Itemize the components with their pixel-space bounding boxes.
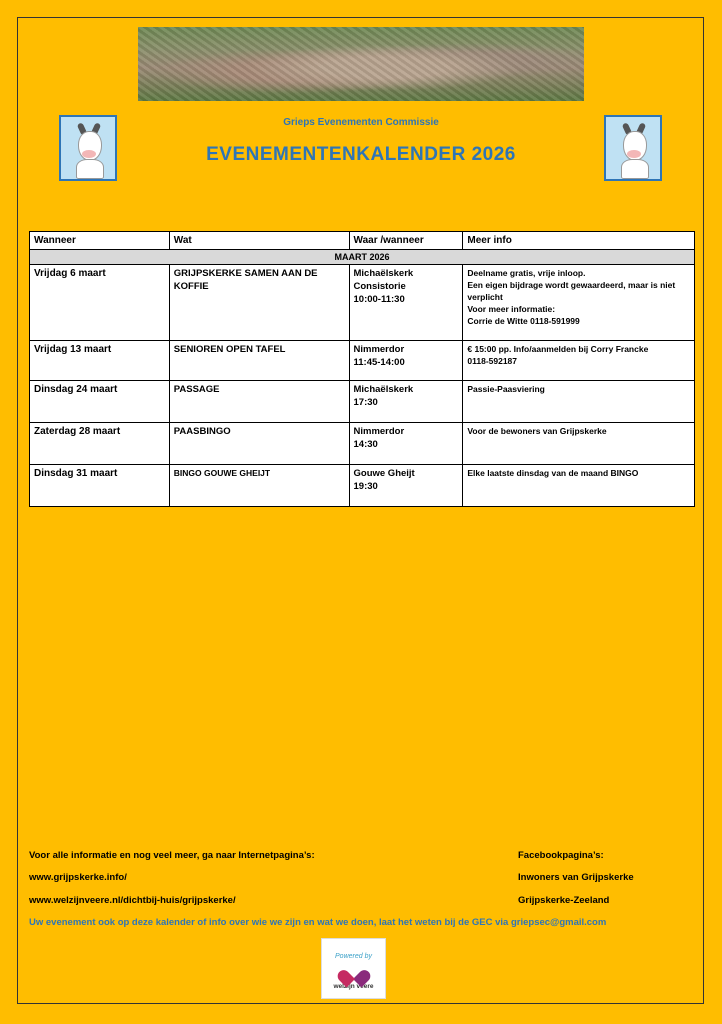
event-date: Vrijdag 6 maart — [30, 265, 170, 341]
email-link[interactable]: griepsec@gmail.com — [510, 917, 607, 928]
event-info: Passie-Paasviering — [463, 381, 695, 423]
event-date: Zaterdag 28 maart — [30, 423, 170, 465]
facebook-page-zeeland[interactable]: Grijpskerke-Zeeland — [518, 895, 610, 906]
village-aerial-photo — [138, 27, 584, 101]
event-location: Nimmerdor 11:45-14:00 — [349, 341, 463, 381]
contact-notice — [29, 917, 606, 928]
event-title: PASSAGE — [169, 381, 349, 423]
facebook-heading: Facebookpagina’s: — [518, 850, 604, 861]
event-location: Michaëlskerk Consistorie 10:00-11:30 — [349, 265, 463, 341]
event-location: Nimmerdor 14:30 — [349, 423, 463, 465]
column-header-waar: Waar /wanneer — [349, 232, 463, 250]
powered-by-label: Powered by — [335, 953, 372, 960]
event-location: Gouwe Gheijt 19:30 — [349, 465, 463, 507]
event-info: Voor de bewoners van Grijpskerke — [463, 423, 695, 465]
event-title: PAASBINGO — [169, 423, 349, 465]
heart-icon — [343, 963, 365, 981]
table-row — [30, 265, 695, 341]
contact-notice-text: Uw evenement ook op deze kalender of info over wie we zijn en wat we doen, laat het weten bij de GEC via — [29, 917, 511, 928]
table-row — [30, 341, 695, 381]
event-info: Deelname gratis, vrije inloop. Een eigen bijdrage wordt gewaardeerd, maar is niet verplicht Voor meer informatie: Corrie de Witte 0118-591999 — [463, 265, 695, 341]
event-date: Dinsdag 24 maart — [30, 381, 170, 423]
column-header-meer-info: Meer info — [463, 232, 695, 250]
website-link-grijpskerke[interactable]: www.grijpskerke.info/ — [29, 872, 127, 883]
event-date: Vrijdag 13 maart — [30, 341, 170, 381]
event-title: BINGO GOUWE GHEIJT — [169, 465, 349, 507]
table-row — [30, 423, 695, 465]
event-location: Michaëlskerk 17:30 — [349, 381, 463, 423]
welzijn-veere-logo — [321, 938, 386, 999]
month-heading: MAART 2026 — [30, 250, 695, 265]
event-title: GRIJPSKERKE SAMEN AAN DE KOFFIE — [169, 265, 349, 341]
facebook-page-inwoners[interactable]: Inwoners van Grijpskerke — [518, 872, 634, 883]
committee-name: Grieps Evenementen Commissie — [283, 117, 439, 128]
table-row — [30, 465, 695, 507]
column-header-wanneer: Wanneer — [30, 232, 170, 250]
column-header-wat: Wat — [169, 232, 349, 250]
event-info: € 15:00 pp. Info/aanmelden bij Corry Francke 0118-592187 — [463, 341, 695, 381]
table-row — [30, 381, 695, 423]
event-date: Dinsdag 31 maart — [30, 465, 170, 507]
logo-name: welzijn veere — [333, 983, 374, 990]
events-table — [29, 231, 695, 507]
event-title: SENIOREN OPEN TAFEL — [169, 341, 349, 381]
info-line: Voor alle informatie en nog veel meer, ga naar Internetpagina’s: — [29, 850, 315, 861]
website-link-welzijnveere[interactable]: www.welzijnveere.nl/dichtbij-huis/grijpskerke/ — [29, 895, 236, 906]
event-info: Elke laatste dinsdag van de maand BINGO — [463, 465, 695, 507]
page-title: EVENEMENTENKALENDER 2026 — [206, 144, 516, 165]
